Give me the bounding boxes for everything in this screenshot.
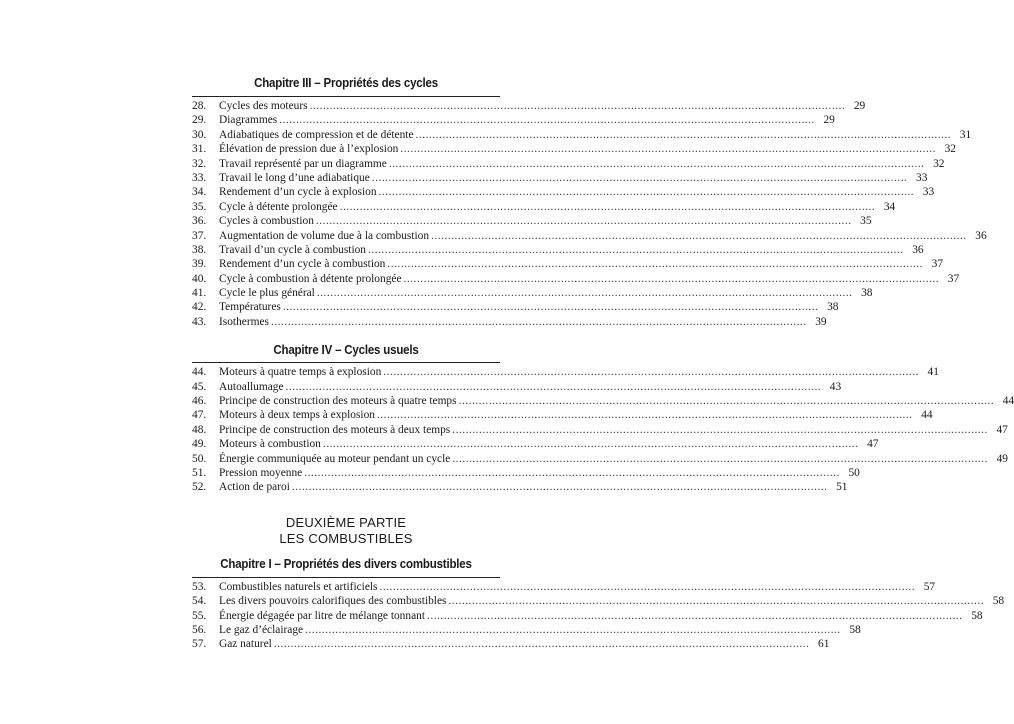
- dot-leader: ................................................................................................................................................................: [305, 623, 841, 636]
- toc-entry: [192, 272, 960, 286]
- entry-number: 30.: [192, 128, 207, 141]
- entry-number: 45.: [192, 380, 207, 393]
- entry-title: Gaz naturel: [219, 638, 272, 651]
- entry-page-number: 32: [944, 143, 956, 156]
- entry-title: Adiabatiques de compression et de détente: [219, 128, 414, 141]
- entry-page-number: 33: [916, 171, 928, 184]
- toc-entry: [192, 394, 1014, 408]
- entry-number: 46.: [192, 395, 207, 408]
- toc-entry: [192, 286, 873, 300]
- toc-entry: [192, 452, 1008, 466]
- dot-leader: ................................................................................................................................................................: [387, 258, 924, 271]
- dot-leader: ................................................................................................................................................................: [273, 638, 810, 651]
- entry-title: Cycles des moteurs: [219, 100, 308, 112]
- entry-number: 32.: [192, 157, 207, 170]
- toc-entry: [192, 315, 827, 329]
- entry-page-number: 37: [931, 258, 944, 271]
- entry-page-number: 31: [959, 128, 972, 141]
- dot-leader: ................................................................................................................................................................: [291, 481, 828, 494]
- entry-page-number: 32: [933, 157, 945, 170]
- toc-entry: [192, 200, 896, 214]
- dot-leader: ................................................................................................................................................................: [458, 395, 995, 408]
- toc-section: [192, 96, 987, 329]
- entry-title: Cycle à combustion à détente prolongée: [219, 272, 402, 285]
- entry-title: Le gaz d’éclairage: [219, 623, 304, 636]
- entry-number: 34.: [192, 186, 207, 199]
- dot-leader: ................................................................................................................................................................: [368, 243, 904, 256]
- entry-page-number: 33: [922, 186, 935, 199]
- entry-page-number: 35: [860, 215, 872, 228]
- dot-leader: ................................................................................................................................................................: [403, 272, 940, 285]
- entry-title: Diagrammes: [219, 114, 278, 127]
- entry-page-number: 44: [1002, 395, 1014, 408]
- entry-title: Cycles à combustion: [219, 215, 314, 228]
- entry-number: 41.: [192, 287, 207, 300]
- toc-entry: [192, 580, 936, 594]
- dot-leader: ................................................................................................................................................................: [376, 409, 913, 422]
- dot-leader: ................................................................................................................................................................: [379, 580, 916, 593]
- dot-leader: ................................................................................................................................................................: [316, 287, 853, 300]
- toc-entry: [192, 243, 924, 257]
- dot-leader: ................................................................................................................................................................: [388, 157, 925, 170]
- entry-number: 44.: [192, 366, 207, 379]
- dot-leader: ................................................................................................................................................................: [279, 114, 815, 127]
- entry-number: 53.: [192, 580, 207, 593]
- entry-page-number: 57: [923, 580, 936, 593]
- toc-entry: [192, 437, 879, 451]
- chapter-heading: Chapitre IV – Cycles usuels: [273, 343, 419, 358]
- toc-entry: [192, 480, 848, 494]
- entry-page-number: 38: [827, 301, 839, 314]
- toc-entry: [192, 466, 860, 480]
- dot-leader: ................................................................................................................................................................: [400, 143, 936, 156]
- entry-title: Énergie communiquée au moteur pendant un cycle: [219, 452, 451, 465]
- entry-page-number: 50: [848, 466, 860, 479]
- toc-entry: [192, 300, 839, 314]
- entry-page-number: 36: [912, 243, 924, 256]
- entry-title: Cycle à détente prolongée: [219, 200, 338, 213]
- entry-page-number: 58: [971, 609, 983, 622]
- entry-number: 42.: [192, 301, 207, 314]
- entry-page-number: 43: [829, 380, 842, 393]
- entry-title: Pression moyenne: [219, 466, 303, 479]
- entry-title: Principe de construction des moteurs à quatre temps: [219, 395, 457, 408]
- entry-number: 33.: [192, 171, 207, 184]
- entry-number: 43.: [192, 315, 207, 328]
- dot-leader: ................................................................................................................................................................: [371, 171, 908, 184]
- table-of-contents: [192, 76, 1014, 652]
- toc-section: [192, 362, 1014, 495]
- dot-leader: ................................................................................................................................................................: [282, 301, 819, 314]
- entry-number: 48.: [192, 423, 207, 436]
- entry-number: 55.: [192, 609, 207, 622]
- entry-number: 57.: [192, 638, 207, 651]
- toc-entry: [192, 423, 1008, 437]
- entry-page-number: 47: [867, 438, 879, 451]
- entry-number: 31.: [192, 143, 207, 156]
- entry-title: Travail représenté par un diagramme: [219, 157, 387, 170]
- toc-entry: [192, 157, 945, 171]
- entry-page-number: 29: [823, 114, 835, 127]
- toc-entry: [192, 214, 872, 228]
- entry-title: Moteurs à deux temps à explosion: [219, 409, 375, 422]
- entry-title: Principe de construction des moteurs à deux temps: [219, 423, 451, 436]
- toc-entry: [192, 113, 835, 127]
- entry-title: Moteurs à combustion: [219, 438, 321, 451]
- entry-title: Les divers pouvoirs calorifiques des combustibles: [219, 595, 447, 608]
- toc-entry: [192, 623, 861, 637]
- toc-entry: [192, 229, 987, 243]
- toc-entry: [192, 609, 983, 623]
- entry-title: Combustibles naturels et artificiels: [219, 580, 378, 593]
- entry-title: Augmentation de volume due à la combustion: [219, 229, 430, 242]
- toc-entry: [192, 365, 939, 379]
- dot-leader: ................................................................................................................................................................: [378, 186, 915, 199]
- entry-number: 39.: [192, 258, 207, 271]
- entry-title: Élévation de pression due à l’explosion: [219, 143, 399, 156]
- toc-entry: [192, 594, 1005, 608]
- entry-number: 47.: [192, 409, 207, 422]
- dot-leader: ................................................................................................................................................................: [270, 315, 807, 328]
- toc-entry: [192, 185, 935, 199]
- dot-leader: ................................................................................................................................................................: [448, 595, 985, 608]
- entry-title: Rendement d’un cycle à combustion: [219, 258, 386, 271]
- dot-leader: ................................................................................................................................................................: [322, 438, 859, 451]
- entry-number: 50.: [192, 452, 207, 465]
- dot-leader: ................................................................................................................................................................: [285, 380, 822, 393]
- entry-number: 51.: [192, 466, 207, 479]
- entry-number: 29.: [192, 114, 207, 127]
- dot-leader: ................................................................................................................................................................: [315, 215, 852, 228]
- part-heading: [192, 515, 500, 547]
- entry-page-number: 34: [883, 200, 896, 213]
- dot-leader: ................................................................................................................................................................: [427, 609, 963, 622]
- entry-title: Cycle le plus général: [219, 287, 315, 300]
- entry-title: Travail le long d’une adiabatique: [219, 171, 370, 184]
- entry-page-number: 39: [815, 315, 827, 328]
- dot-leader: ................................................................................................................................................................: [383, 366, 919, 379]
- toc-entry: [192, 171, 928, 185]
- entry-page-number: 41: [927, 366, 939, 379]
- toc-entry: [192, 128, 972, 142]
- dot-leader: ................................................................................................................................................................: [415, 128, 952, 141]
- dot-leader: ................................................................................................................................................................: [309, 100, 846, 112]
- toc-entry: [192, 99, 866, 113]
- entry-number: 49.: [192, 438, 207, 451]
- entry-title: Températures: [219, 301, 281, 314]
- entry-number: 54.: [192, 595, 207, 608]
- entry-title: Travail d’un cycle à combustion: [219, 243, 366, 256]
- entry-page-number: 58: [992, 595, 1005, 608]
- entry-number: 37.: [192, 229, 207, 242]
- entry-page-number: 44: [921, 409, 933, 422]
- dot-leader: ................................................................................................................................................................: [431, 229, 967, 242]
- entry-number: 56.: [192, 623, 207, 636]
- chapter-heading: Chapitre III – Propriétés des cycles: [254, 76, 438, 90]
- entry-number: 40.: [192, 272, 207, 285]
- toc-entry: [192, 142, 956, 156]
- entry-page-number: 61: [818, 638, 830, 651]
- entry-page-number: 58: [849, 623, 861, 636]
- part-subtitle: LES COMBUSTIBLES: [279, 530, 413, 546]
- dot-leader: ................................................................................................................................................................: [452, 423, 988, 436]
- entry-page-number: 37: [947, 272, 960, 285]
- entry-title: Énergie dégagée par litre de mélange tonnant: [219, 609, 425, 622]
- entry-number: 35.: [192, 200, 207, 213]
- dot-leader: ................................................................................................................................................................: [304, 466, 840, 479]
- entry-title: Rendement d’un cycle à explosion: [219, 186, 377, 199]
- toc-entry: [192, 408, 933, 422]
- entry-page-number: 36: [975, 229, 987, 242]
- entry-title: Action de paroi: [219, 481, 290, 494]
- entry-number: 36.: [192, 215, 207, 228]
- toc-entry: [192, 257, 944, 271]
- toc-entry: [192, 380, 842, 394]
- part-title: DEUXIÈME PARTIE: [285, 514, 407, 530]
- entry-number: 28.: [192, 100, 207, 112]
- chapter-heading: Chapitre I – Propriétés des divers combustibles: [220, 556, 472, 571]
- entry-page-number: 51: [836, 481, 848, 494]
- toc-section: [192, 577, 1005, 652]
- toc-entry: [192, 637, 830, 651]
- entry-title: Moteurs à quatre temps à explosion: [219, 366, 382, 379]
- entry-page-number: 49: [996, 452, 1008, 465]
- dot-leader: ................................................................................................................................................................: [452, 452, 988, 465]
- entry-number: 38.: [192, 243, 207, 256]
- entry-number: 52.: [192, 481, 207, 494]
- entry-title: Isothermes: [219, 315, 269, 328]
- dot-leader: ................................................................................................................................................................: [339, 200, 876, 213]
- entry-title: Autoallumage: [219, 380, 284, 393]
- entry-page-number: 38: [861, 287, 873, 300]
- entry-page-number: 47: [996, 423, 1008, 436]
- entry-page-number: 29: [853, 100, 866, 112]
